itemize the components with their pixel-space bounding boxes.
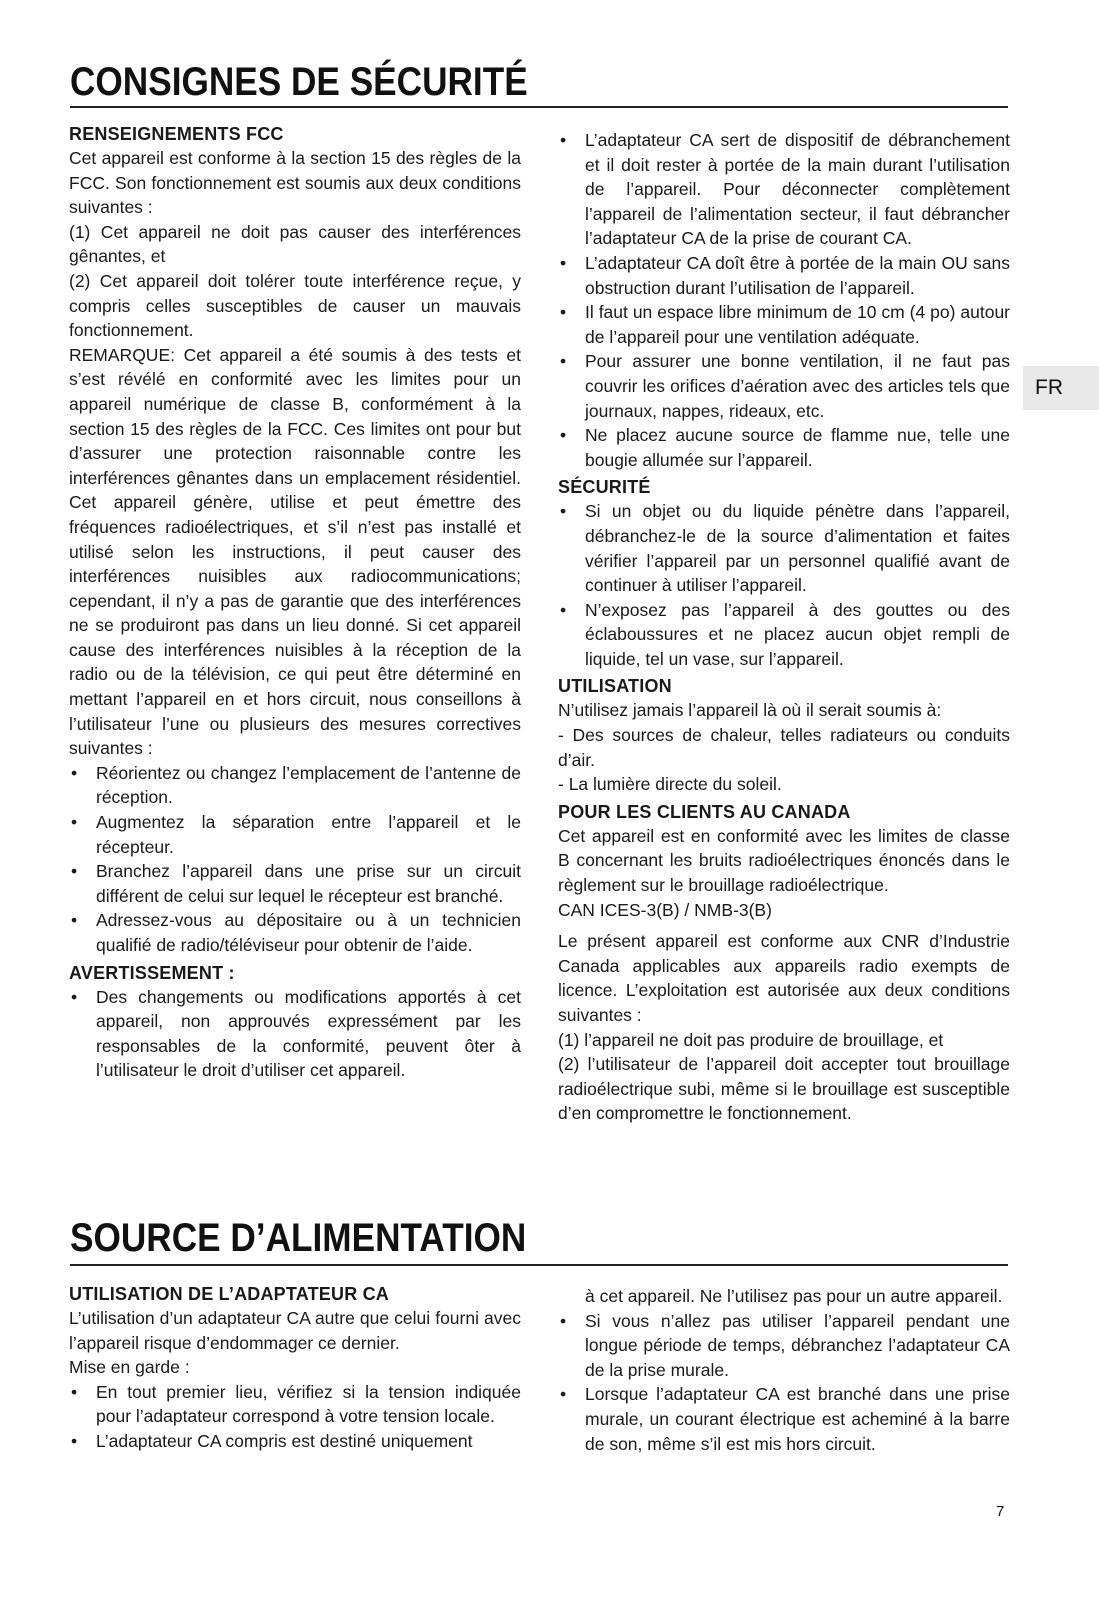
adapter-bullet: • Lorsque l’adaptateur CA est branché dans une prise murale, un courant électrique est acheminé à la barre de son, même s’il est mis hors circuit. xyxy=(560,1384,1010,1454)
bullet-dot: • xyxy=(71,812,78,833)
usage-intro: N’utilisez jamais l’appareil là où il serait soumis à: xyxy=(558,700,942,721)
fcc-condition-2: (2) Cet appareil doit tolérer toute interférence reçue, y compris celles susceptibles de causer un mauvais fonctionnement. xyxy=(69,270,521,341)
warning-bullet: • Des changements ou modifications apportés à cet appareil, non approuvés expressément par les responsables de la conformité, peuvent ôter à l’utilisateur le droit d’utiliser cet appareil. xyxy=(71,986,521,1081)
canada-condition-1: (1) l’appareil ne doit pas produire de brouillage, et xyxy=(558,1029,944,1050)
left-column-safety xyxy=(69,123,521,1083)
bullet-dot: • xyxy=(71,762,78,783)
adapter-paragraph: L’utilisation d’un adaptateur CA autre que celui fourni avec l’appareil risque d’endommager ce dernier. xyxy=(69,1308,521,1353)
bullet-dot: • xyxy=(560,1384,567,1405)
usage-heading: UTILISATION xyxy=(558,676,672,697)
adapter-caution: Mise en garde : xyxy=(69,1357,190,1378)
adapter-heading: UTILISATION DE L’ADAPTATEUR CA xyxy=(69,1284,389,1304)
canada-heading: POUR LES CLIENTS AU CANADA xyxy=(558,801,851,822)
usage-item: - La lumière directe du soleil. xyxy=(558,774,782,795)
fcc-heading: RENSEIGNEMENTS FCC xyxy=(69,124,284,144)
bullet-dot: • xyxy=(560,501,567,522)
left-column-power xyxy=(69,1283,521,1454)
bullet-dot: • xyxy=(71,910,78,931)
security-bullet: • N’exposez pas l’appareil à des gouttes ou des éclaboussures et ne placez aucun objet rempli de liquide, tel un vase, sur l’appareil. xyxy=(560,599,1010,669)
bullet-dot: • xyxy=(71,861,78,882)
page-number: 7 xyxy=(996,1503,1005,1520)
adapter-safety-bullet: • L’adaptateur CA doît être à portée de la main OU sans obstruction durant l’utilisation de l’appareil. xyxy=(560,252,1010,298)
adapter-bullet: • En tout premier lieu, vérifiez si la tension indiquée pour l’adaptateur correspond à votre tension locale. xyxy=(71,1381,521,1427)
usage-item: - Des sources de chaleur, telles radiateurs ou conduits d’air. xyxy=(558,725,1010,770)
bullet-dot: • xyxy=(560,1310,567,1331)
bullet-dot: • xyxy=(560,130,567,150)
fcc-bullet: • Adressez-vous au dépositaire ou à un technicien qualifié de radio/téléviseur pour obtenir de l’aide. xyxy=(71,910,521,955)
canada-paragraph-1: Cet appareil est en conformité avec les limites de classe B concernant les bruits radioélectriques énoncés dans le règlement sur le brouillage radioélectrique. xyxy=(558,825,1010,896)
fcc-bullet: • Augmentez la séparation entre l’appareil et le récepteur. xyxy=(71,812,521,857)
fcc-remark: REMARQUE: Cet appareil a été soumis à des tests et s’est révélé en conformité avec les limites pour un appareil numérique de classe B, conformément à la section 15 des règles de la FCC. Ces limites ont pour but d’assurer une protection raisonnable contre les interférences gênantes dans un emplacement résidentiel. Cet appareil génère, utilise et peut émettre des fréquences radioélectriques, et s’il n’est pas installé et utilisé selon les instructions, il peut causer des interférences nuisibles aux radiocommunications; cependant, il n’y a pas de garantie que des interférences ne se produiront pas dans un lieu donné. Si cet appareil cause des interférences nuisibles à la réception de la radio ou de la télévision, ce qui peut être déterminé en mettant l’appareil en et hors circuit, nous conseillons à l’utilisateur l’une ou plusieurs des mesures correctives suivantes : xyxy=(69,344,521,759)
adapter-safety-bullet: • Pour assurer une bonne ventilation, il ne faut pas couvrir les orifices d’aération avec des articles tels que journaux, nappes, rideaux, etc. xyxy=(560,351,1010,421)
spacer xyxy=(558,922,1010,929)
bullet-dot: • xyxy=(560,302,567,323)
language-tab: FR xyxy=(1023,366,1099,410)
warning-heading: AVERTISSEMENT : xyxy=(69,962,235,983)
bullet-dot: • xyxy=(560,351,567,372)
fcc-bullet: • Branchez l’appareil dans une prise sur un circuit différent de celui sur lequel le récepteur est branché. xyxy=(71,861,521,906)
security-bullet: • Si un objet ou du liquide pénètre dans l’appareil, débranchez-le de la source d’alimentation et faites vérifier l’appareil par un personnel qualifié avant de continuer à utiliser l’appareil. xyxy=(560,501,1010,596)
security-heading: SÉCURITÉ xyxy=(558,477,651,498)
canada-paragraph-2: Le présent appareil est conforme aux CNR d’Industrie Canada applicables aux appareils radio exempts de licence. L’exploitation est autorisée aux deux conditions suivantes : xyxy=(558,931,1010,1025)
adapter-safety-bullet: • Il faut un espace libre minimum de 10 cm (4 po) autour de l’appareil pour une ventilation adéquate. xyxy=(560,302,1010,347)
bullet-dot: • xyxy=(560,425,567,446)
bullet-dot: • xyxy=(71,1381,78,1402)
page-title-power: SOURCE D’ALIMENTATION xyxy=(70,1216,527,1260)
right-column-safety xyxy=(558,128,1010,1126)
canada-code: CAN ICES-3(B) / NMB-3(B) xyxy=(558,899,772,920)
bullet-dot: • xyxy=(71,986,78,1007)
adapter-bullet: • Si vous n’allez pas utiliser l’appareil pendant une longue période de temps, débranchez l’adaptateur CA de la prise murale. xyxy=(560,1310,1010,1380)
fcc-intro: Cet appareil est conforme à la section 15 des règles de la FCC. Son fonctionnement est soumis aux deux conditions suivantes : xyxy=(69,148,521,218)
canada-condition-2: (2) l’utilisateur de l’appareil doit accepter tout brouillage radioélectrique subi, même si le brouillage est susceptible d’en compromettre le fonctionnement. xyxy=(558,1054,1010,1124)
page-title-safety: CONSIGNES DE SÉCURITÉ xyxy=(70,60,528,104)
fcc-condition-1: (1) Cet appareil ne doit pas causer des interférences gênantes, et xyxy=(69,221,521,267)
bullet-dot: • xyxy=(560,252,567,273)
adapter-bullet: • L’adaptateur CA compris est destiné uniquement xyxy=(69,1429,521,1454)
bullet-dot: • xyxy=(71,1430,78,1451)
title-rule-power xyxy=(70,1264,1008,1266)
title-rule-safety xyxy=(70,106,1008,108)
adapter-bullet-continuation: à cet appareil. Ne l’utilisez pas pour un autre appareil. xyxy=(585,1286,1003,1306)
adapter-safety-bullet: • Ne placez aucune source de flamme nue, telle une bougie allumée sur l’appareil. xyxy=(560,425,1010,470)
bullet-dot: • xyxy=(560,599,567,620)
adapter-safety-bullet: • L’adaptateur CA sert de dispositif de débranchement et il doit rester à portée de la main durant l’utilisation de l’appareil. Pour déconnecter complètement l’appareil de l’alimentation secteur, il faut débrancher l’adaptateur CA de la prise de courant CA. xyxy=(560,130,1010,249)
fcc-bullet: • Réorientez ou changez l’emplacement de l’antenne de réception. xyxy=(71,762,521,808)
right-column-power xyxy=(558,1284,1010,1456)
